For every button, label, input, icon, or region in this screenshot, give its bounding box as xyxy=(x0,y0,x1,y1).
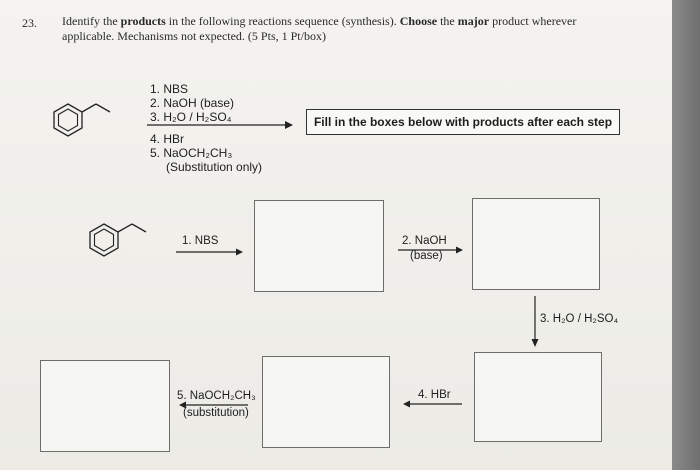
answer-box-step-1[interactable] xyxy=(254,200,384,292)
step-5-label: 5. NaOCH₂CH₃ xyxy=(177,390,256,402)
question-number: 23. xyxy=(22,16,37,30)
reagent-5-note: (Substitution only) xyxy=(166,160,263,174)
step-2-label: 2. NaOH xyxy=(402,235,447,247)
step-3-label: 3. H₂O / H₂SO₄ xyxy=(540,313,619,325)
reagent-3: 3. H₂O / H₂SO₄ xyxy=(150,110,232,124)
step-3-arrow xyxy=(530,296,540,348)
reagent-5: 5. NaOCH₂CH₃ xyxy=(150,146,233,160)
answer-box-step-5[interactable] xyxy=(40,360,170,452)
ethylbenzene-structure-icon xyxy=(46,98,118,144)
reagent-4: 4. HBr xyxy=(150,132,185,146)
question-text: Identify the products in the following reactions sequence (synthesis). Choose the major product wherever applicable. Mechanisms not expected. (5 Pts, 1 Pt/box) xyxy=(62,14,577,43)
step-4-arrow xyxy=(402,399,464,409)
reagent-1: 1. NBS xyxy=(150,82,189,96)
step-2-sublabel: (base) xyxy=(410,250,443,262)
step-5-sublabel: (substitution) xyxy=(183,407,249,419)
step-1-label: 1. NBS xyxy=(182,235,219,247)
reagent-2: 2. NaOH (base) xyxy=(150,96,235,110)
overall-reaction-arrow xyxy=(147,119,295,131)
answer-box-step-4[interactable] xyxy=(262,356,390,448)
step-1-arrow xyxy=(176,247,244,257)
ethylbenzene-structure-icon xyxy=(82,218,154,264)
step-4-label: 4. HBr xyxy=(418,389,451,401)
instruction-box: Fill in the boxes below with products after each step xyxy=(306,109,620,135)
answer-box-step-3[interactable] xyxy=(474,352,602,442)
answer-box-step-2[interactable] xyxy=(472,198,600,290)
background-edge xyxy=(672,0,700,470)
